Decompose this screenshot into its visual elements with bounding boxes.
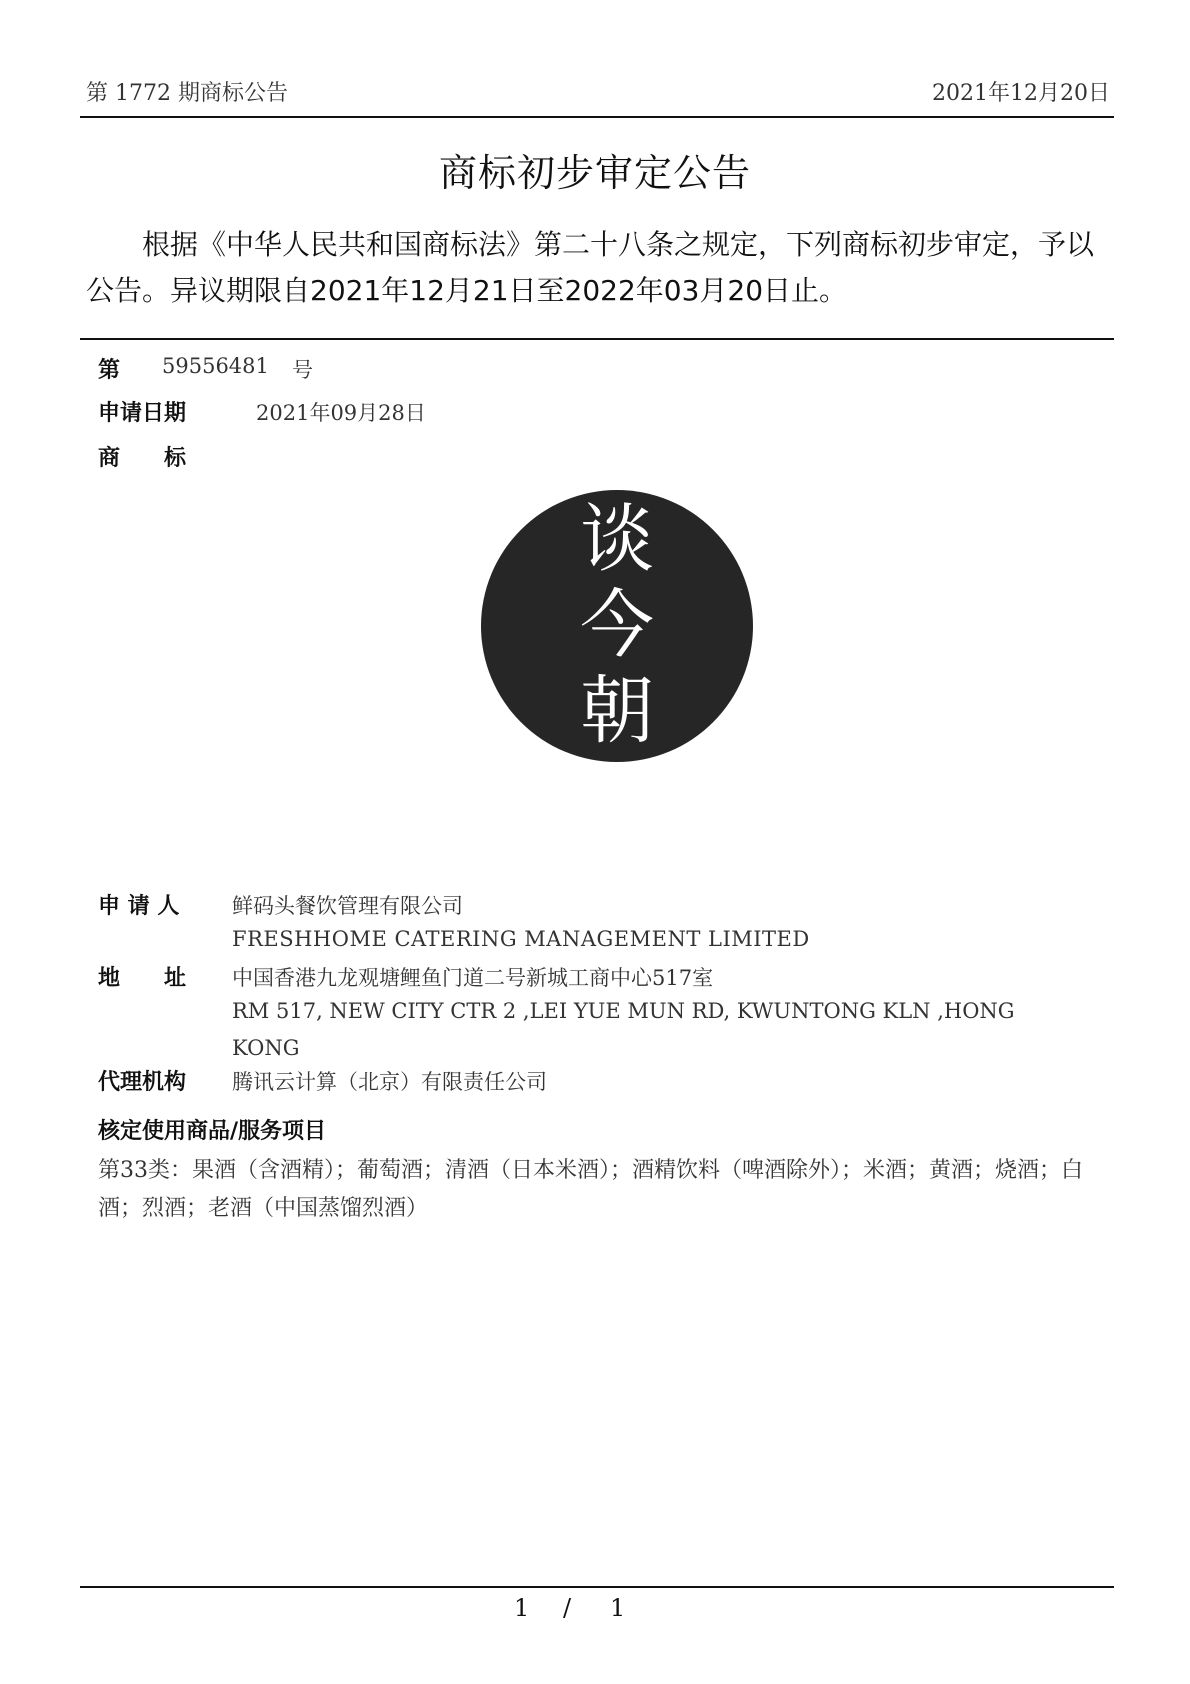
address-cn: 中国香港九龙观塘鲤鱼门道二号新城工商中心517室 bbox=[232, 966, 714, 990]
number-label: 第 bbox=[98, 358, 121, 383]
trademark-label: 商 标 bbox=[98, 446, 187, 471]
page-total: 1 bbox=[610, 1594, 626, 1622]
issue-number: 第 1772 期商标公告 bbox=[86, 81, 288, 106]
applicant-label: 申 请 人 bbox=[98, 894, 180, 919]
applicant-name-cn: 鲜码头餐饮管理有限公司 bbox=[232, 894, 463, 918]
announcement-statement: 根据《中华人民共和国商标法》第二十八条之规定，下列商标初步审定，予以公告。异议期限自2021年12月21日至2022年03月20日止。 bbox=[86, 228, 1095, 307]
footer-rule bbox=[80, 1586, 1114, 1588]
registration-number: 59556481 bbox=[162, 354, 269, 378]
page-title: 商标初步审定公告 bbox=[438, 151, 751, 195]
trademark-char: 谈 bbox=[580, 496, 654, 582]
goods-heading: 核定使用商品/服务项目 bbox=[98, 1119, 327, 1144]
header-rule bbox=[80, 116, 1114, 118]
agent-label: 代理机构 bbox=[98, 1070, 187, 1095]
application-date: 2021年09月28日 bbox=[256, 401, 426, 425]
trademark-char: 今 bbox=[580, 582, 654, 668]
header-date: 2021年12月20日 bbox=[932, 81, 1110, 106]
page-separator: / bbox=[563, 1594, 572, 1622]
trademark-logo bbox=[481, 490, 753, 762]
application-date-label: 申请日期 bbox=[98, 401, 187, 426]
trademark-char: 朝 bbox=[580, 668, 654, 754]
applicant-name-en: FRESHHOME CATERING MANAGEMENT LIMITED bbox=[232, 927, 810, 951]
section-rule bbox=[80, 338, 1114, 340]
number-suffix: 号 bbox=[292, 358, 313, 382]
page-current: 1 bbox=[514, 1594, 530, 1622]
goods-list: 第33类：果酒（含酒精）；葡萄酒；清酒（日本米酒）；酒精饮料（啤酒除外）；米酒；黄酒；烧酒；白酒；烈酒；老酒（中国蒸馏烈酒） bbox=[98, 1158, 1083, 1221]
agent-name: 腾讯云计算（北京）有限责任公司 bbox=[232, 1070, 547, 1094]
address-en-line-2: KONG bbox=[232, 1036, 300, 1060]
address-label: 地 址 bbox=[98, 966, 187, 991]
address-en-line-1: RM 517, NEW CITY CTR 2 ,LEI YUE MUN RD, KWUNTONG KLN ,HONG bbox=[232, 999, 1015, 1023]
